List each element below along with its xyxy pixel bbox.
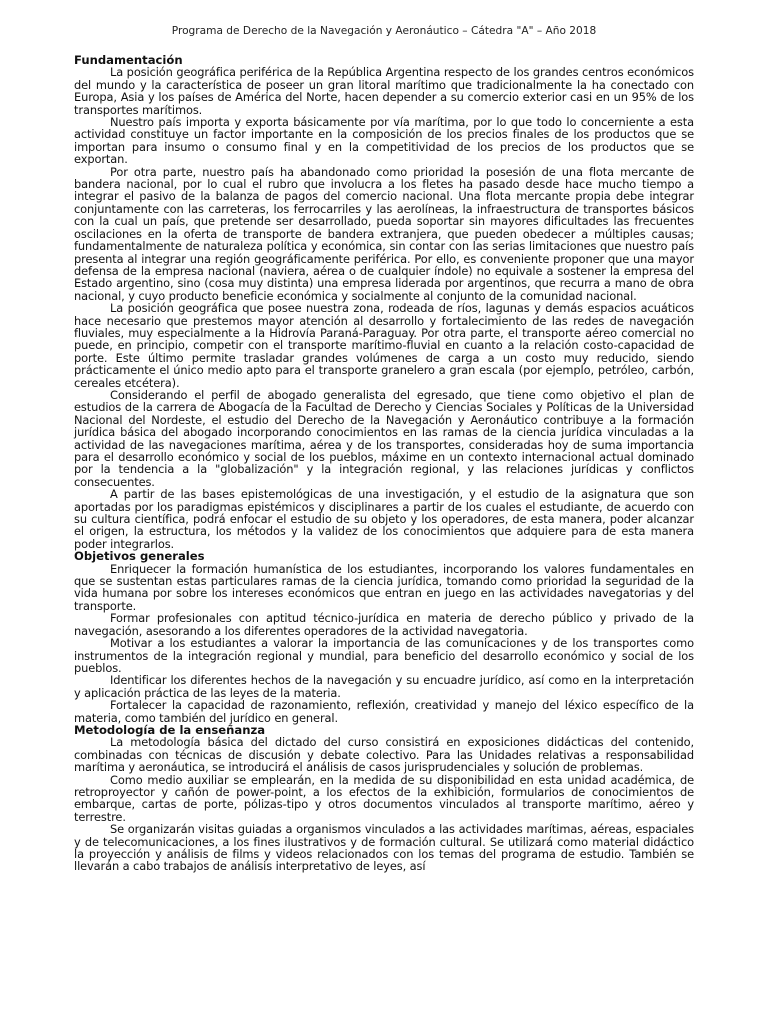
paragraph: Se organizarán visitas guiadas a organismos vinculados a las actividades marítimas, aéreas, espaciales y de telecomunicaciones, a los fines ilustrativos y de formación cultural. Se utilizará como material didáctico la proyección y análisis de films y videos relacionados con los temas del programa de estudio. También se llevarán a cabo trabajos de análisis interpretativo de leyes, así <box>74 822 694 874</box>
paragraph: La posición geográfica que posee nuestra zona, rodeada de ríos, lagunas y demás espacios acuáticos hace necesario que prestemos mayor atención al desarrollo y fortalecimiento de las redes de navegación fluviales, muy especialmente a la Hidrovía Paraná-Paraguay. Por otra parte, el transporte aéreo comercial no puede, en principio, competir con el transporte marítimo-fluvial en cuanto a la relación costo-capacidad de porte. Este último permite trasladar grandes volúmenes de carga a un costo muy reducido, siendo prácticamente el único medio apto para el transporte granelero a gran escala (por ejemplo, petróleo, carbón, cereales etcétera). <box>74 301 694 390</box>
section-metodologia <box>74 724 694 873</box>
section-heading: Fundamentación <box>74 53 183 67</box>
paragraph: Formar profesionales con aptitud técnico-jurídica en materia de derecho público y privado de la navegación, asesorando a los diferentes operadores de la actividad navegatoria. <box>74 611 694 638</box>
section-objetivos-generales <box>74 550 694 724</box>
section-fundamentacion <box>74 54 694 550</box>
paragraph: Como medio auxiliar se emplearán, en la medida de su disponibilidad en esta unidad académica, de retroproyector y cañón de power-point, a los efectos de la exhibición, formularios de conocimientos de embarque, cartas de porte, pólizas-tipo y otros documentos vinculados al transporte marítimo, aéreo y terrestre. <box>74 772 694 824</box>
paragraph: Nuestro país importa y exporta básicamente por vía marítima, por lo que todo lo concerniente a esta actividad constituye un factor importante en la composición de los precios finales de los productos que se importan para insumo o consumo final y en la competitividad de los precios de los productos que se exportan. <box>74 115 694 167</box>
section-heading: Metodología de la enseñanza <box>74 722 266 737</box>
section-heading: Objetivos generales <box>74 549 205 564</box>
running-header: Programa de Derecho de la Navegación y Aeronáutico – Cátedra "A" – Año 2018 <box>171 25 597 37</box>
paragraph: La metodología básica del dictado del curso consistirá en exposiciones didácticas del contenido, combinadas con técnicas de discusión y debate colectivo. Para las Unidades relativas a responsabilidad marítima y aeronáutica, se introducirá el análisis de casos jurisprudenciales y solución de problemas. <box>74 735 694 775</box>
paragraph: Fortalecer la capacidad de razonamiento, reflexión, creatividad y manejo del léxico específico de la materia, como también del jurídico en general. <box>74 698 694 725</box>
paragraph: Identificar los diferentes hechos de la navegación y su encuadre jurídico, así como en la interpretación y aplicación práctica de las leyes de la materia. <box>74 673 694 700</box>
paragraph: Por otra parte, nuestro país ha abandonado como prioridad la posesión de una flota mercante de bandera nacional, por lo cual el rubro que involucra a los fletes ha pasado desde hace mucho tiempo a integrar el pasivo de la balanza de pagos del comercio nacional. Una flota mercante propia debe integrar conjuntamente con las carreteras, los ferrocarriles y las aerolíneas, la infraestructura de transportes básicos con la cual un país, que pretende ser desarrollado, pueda soportar sin mayores dificultades las frecuentes oscilaciones en la oferta de transporte de bandera extranjera, que pueden obedecer a múltiples causas; fundamentalmente de naturaleza política y económica, sin contar con las serias limitaciones que nuestro país presenta al integrar una región geográficamente periférica. Por ello, es conveniente proponer que una mayor defensa de la empresa nacional (naviera, aérea o de cualquier índole) no equivale a sostener la empresa del Estado argentino, sino (cosa muy distinta) una empresa liderada por argentinos, que recurra a mano de obra nacional, y cuyo producto beneficie económica y socialmente al conjunto de la comunidad nacional. <box>74 164 694 303</box>
paragraph: Considerando el perfil de abogado generalista del egresado, que tiene como objetivo el plan de estudios de la carrera de Abogacía de la Facultad de Derecho y Ciencias Sociales y Políticas de la Universidad Nacional del Nordeste, el estudio del Derecho de la Navegación y Aeronáutico contribuye a la formación jurídica básica del abogado incorporando conocimientos en las ramas de la ciencia jurídica vinculadas a la actividad de las navegaciones marítima, aérea y de los transportes, consideradas hoy de suma importancia para el desarrollo económico y social de los pueblos, máxime en un contexto internacional actual dominado por la tendencia a la "globalización" y la integración regional, y las relaciones jurídicas y conflictos consecuentes. <box>74 387 694 489</box>
paragraph: A partir de las bases epistemológicas de una investigación, y el estudio de la asignatura que son aportadas por los paradigmas epistémicos y disciplinares a partir de los cuales el estudiante, de acuerdo con su cultura científica, podrá enfocar el estudio de su objeto y los operadores, de esta manera, poder alcanzar el origen, la estructura, los métodos y la validez de los conocimientos que adquiere para de esta manera poder integrarlos. <box>74 487 694 551</box>
paragraph: Enriquecer la formación humanística de los estudiantes, incorporando los valores fundamentales en que se sustentan estas particulares ramas de la ciencia jurídica, tomando como prioridad la seguridad de la vida humana por sobre los intereses económicos que entran en juego en las actividades navegatorias y del transporte. <box>74 561 694 613</box>
paragraph: Motivar a los estudiantes a valorar la importancia de las comunicaciones y de los transportes como instrumentos de la integración regional y mundial, para beneficio del desarrollo económico y social de los pueblos. <box>74 636 694 675</box>
paragraph: La posición geográfica periférica de la República Argentina respecto de los grandes centros económicos del mundo y la característica de poseer un gran litoral marítimo que tradicionalmente la ha conectado con Europa, Asia y los países de América del Norte, hacen depender a su comercio exterior casi en un 95% de los transportes marítimos. <box>74 65 694 117</box>
